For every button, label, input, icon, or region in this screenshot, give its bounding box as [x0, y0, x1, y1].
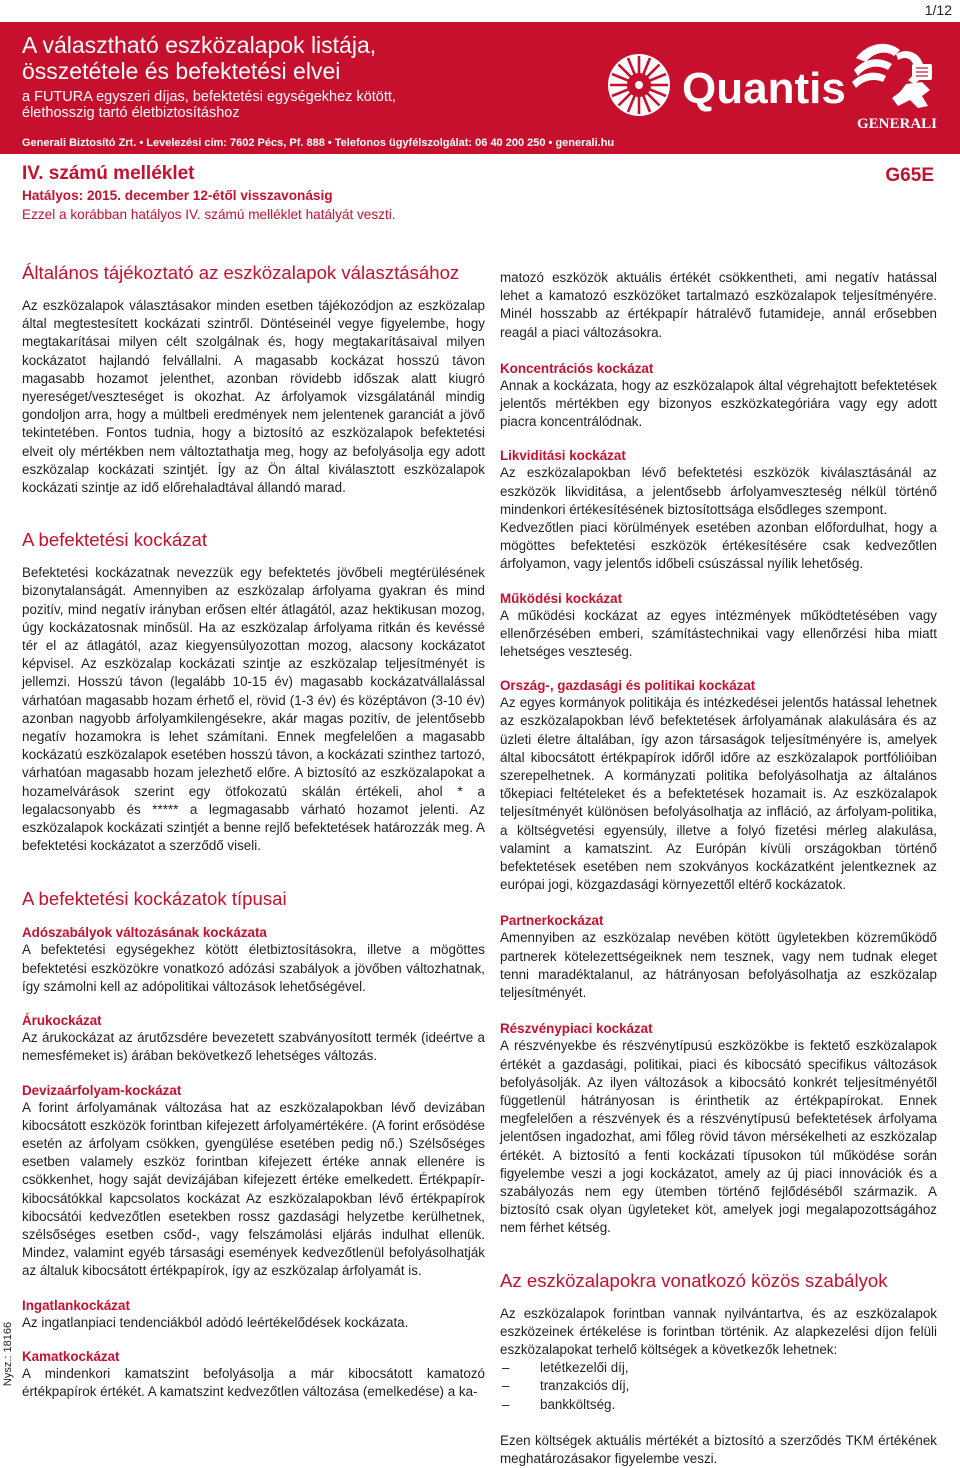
liquidity-risk-text-2: Kedvezőtlen piaci körülmények esetében azonban előfordulhat, hogy a mögöttes befektetési eszközök értékesítésére csak kedvezőtlen árfolyamon, vagy jelentős időbeli csúszással nyílik lehetőség.	[500, 520, 937, 572]
operational-risk-text: A működési kockázat az egyes intézmények működtetésében vagy ellenőrzésében emberi, számítástechnikai vagy ellenőrzési hiba miatt lehetséges veszteség.	[500, 607, 937, 660]
subtitle-concentration-risk: Koncentrációs kockázat	[500, 360, 654, 376]
commodity-risk-text: Az árukockázat az árutőzsdére bevezetett szabványosított termék (ideértve a nemesfémeket is) árában bekövetkező lehetséges változás.	[22, 1030, 485, 1064]
section-title-common-rules: Az eszközalapokra vonatkozó közös szabályok	[500, 1269, 888, 1291]
concentration-risk-text: Annak a kockázata, hogy az eszközalapok által végrehajtott befektetések jelentős mértékben egy bizonyos eszközkategóriára vagy egy adott piacra koncentrálódnak.	[500, 377, 937, 430]
liquidity-risk-text: Az eszközalapokban lévő befektetési eszközök kiválasztásánál az eszközök likviditása, a jelentősebb árfolyamveszteség nélkül történő mindenkori értékesítésének biztosítottsága elsődleges szempont.	[500, 465, 937, 517]
right-column	[500, 269, 937, 1468]
annex-supersedes: Ezzel a korábban hatályos IV. számú melléklet hatályát veszti.	[22, 207, 396, 222]
left-column	[22, 262, 485, 1401]
header-band	[0, 22, 960, 154]
subtitle-liquidity-risk: Likviditási kockázat	[500, 448, 626, 464]
section-title-general-info: Általános tájékoztató az eszközalapok választásához	[22, 262, 460, 283]
subtitle-equity-risk: Részvénypiaci kockázat	[500, 1021, 653, 1037]
list-item: – letétkezelői díj,	[500, 1359, 937, 1377]
subtitle-commodity-risk: Árukockázat	[22, 1013, 102, 1029]
subtitle-fx-risk: Devizaárfolyam-kockázat	[22, 1082, 182, 1098]
subtitle-real-estate-risk: Ingatlankockázat	[22, 1297, 130, 1313]
list-item: – bankköltség.	[500, 1396, 937, 1414]
generali-lion-logo	[848, 36, 946, 136]
subtitle-operational-risk: Működési kockázat	[500, 590, 623, 606]
interest-rate-risk-text: A mindenkori kamatszint befolyásolja a már kibocsátott kamatozó értékpapírok értékét. A kamatszint kedvezőtlen változása (emelkedése) a ka-	[22, 1365, 485, 1399]
section-title-risk-types: A befektetési kockázatok típusai	[22, 888, 287, 910]
costs-list	[500, 1359, 937, 1414]
registration-number: Nysz.: 18166	[2, 1321, 14, 1387]
contact-line: Generali Biztosító Zrt. • Levelezési cím: 7602 Pécs, Pf. 888 • Telefonos ügyfélszolgálat: 06 40 200 250 • generali.hu	[22, 137, 615, 149]
fx-risk-text: A forint árfolyamának változása hat az eszközalapokban lévő devizában kibocsátott eszközök forintban kifejezett árfolyamértékére. (A forint erősödése esetén az árfolyam csökken, gyengülése esetében pedig nő.) Szélsőséges esetben valamely eszköz forintban kifejezett értéke annak ellenére is csökkenhet, hogy saját devizájában kifejezett értéke emelkedett. Értékpapír-kibocsátókkal kapcsolatos kockázat Az eszközalapokban lévő értékpapírok kibocsátói kedvezőtlen esetekben rossz gazdasági helyzetbe kerülhetnek, szélsőséges esetben csőd-, vagy felszámolási eljárás indulhat ellenük. Mindez, valamint egyéb társasági események kedvezőtlenül befolyásolhatják az általuk kibocsátott értékpapírok, így az eszközalap árfolyamát is.	[22, 1099, 485, 1279]
subtitle-country-risk: Ország-, gazdasági és politikai kockázat	[500, 678, 756, 694]
section-title-investment-risk: A befektetési kockázat	[22, 529, 208, 551]
common-rules-text: Az eszközalapok forintban vannak nyilvántartva, és az eszközalapok eszközeinek értékelése is forintban történik. Az alapkezelési díjon felüli eszközalapokat terhelő költségek a következők lehetnek:	[500, 1305, 937, 1357]
document-subtitle: a FUTURA egyszeri díjas, befektetési egységekhez kötött, élethosszig tartó életbiztosításhoz	[22, 89, 396, 121]
list-item: – tranzakciós díj,	[500, 1377, 937, 1395]
quantis-logo	[598, 44, 846, 126]
svg-text:Quantis: Quantis	[682, 64, 846, 113]
annex-valid-from: Hatályos: 2015. december 12-étől visszavonásig	[22, 188, 333, 203]
svg-text:GENERALI: GENERALI	[856, 116, 938, 132]
equity-risk-text: A részvényekbe és részvénytípusú eszközökbe is fektető eszközalapok értékét a gazdasági, politikai, piaci és kibocsátó specifikus változások befolyásolják. Az ilyen változások a kibocsátó konkrét teljesítményétől függetlenül hátrányosan is érinthetik az értékpapírokat. Ennek megfelelően a részvények és a részvénytípusú befektetések árfolyama jelentősen ingadozhat, ami főleg rövid távon mérsékelheti az eszközalap értékét. A biztosító a fenti kockázati típusokon túl működése során figyelembe veszi a jogi kockázatot, amely az új piaci innovációk és a szabályozás nem egy ütemben történő fejlődéséből származik. A biztosító csak olyan ügyleteket köt, amelyek jogi megalapozottságához nem férhet kétség.	[500, 1038, 937, 1236]
interest-rate-risk-continued: matozó eszközök aktuális értékét csökkentheti, ami negatív hatással lehet a kamatozó eszközöket tartalmazó eszközalapok teljesítményére. Minél hosszabb az értékpapír hátralévő futamideje, annál erősebben reagál a piaci változásokra.	[500, 270, 937, 340]
country-risk-text: Az egyes kormányok politikája és intézkedései jelentős hatással lehetnek az eszközalapokban lévő befektetések árfolyamának alakulására és az üzleti életre általában, így azon társaságok teljesítményére is, amelyek által kibocsátott értékpapírok időről időre az eszközalapok portfólióiban szerepelhetnek. A kormányzati politika befolyásolhatja az általános tőkepiaci feltételeket és a befektetések hozamait is. Az eszközalapok teljesítményét különösen befolyásolhatja az infláció, az árfolyam-politika, a költségvetési egyensúly, illetve a folyó fizetési mérleg alakulása, valamint a kamatszint. Az Európán kívüli országokban történő befektetések esetében nem szokványos kockázatként jelentkeznek az európai jogi, közgazdasági környezettől eltérő kockázatok.	[500, 695, 937, 893]
counterparty-risk-text: Amennyiben az eszközalap nevében kötött ügyletekben közreműködő partnerek kötelezettségeiknek nem tesznek, vagy nem tudnak eleget tenni maradéktalanul, az hátrányosan befolyásolhatja az eszközalap teljesítményét.	[500, 930, 937, 1001]
document-title: A választható eszközalapok listája, összetétele és befektetési elvei	[22, 32, 377, 84]
tax-risk-text: A befektetési egységekhez kötött életbiztosításokra, illetve a mögöttes befektetési eszközökre vonatkozó adózási szabályok a jövőben változhatnak, így számolni kell az adópolitikai változások lehetőségével.	[22, 942, 485, 994]
subtitle-interest-rate-risk: Kamatkockázat	[22, 1348, 120, 1364]
annex-title: IV. számú melléklet	[22, 163, 195, 184]
real-estate-risk-text: Az ingatlanpiaci tendenciákból adódó leértékelődések kockázata.	[22, 1314, 409, 1330]
general-info-text: Az eszközalapok választásakor minden esetben tájékozódjon az eszközalap által megtestesített kockázati szintről. Döntéseinél vegye figyelembe, hogy megtakarításai milyen célt szolgálnak és, hogy megtakarításaival milyen kockázatot hajlandó felvállalni. A magasabb kockázat hosszú távon magasabb hozamot jelenthet, azonban rövidebb időszak alatt kiugró nyereséget/veszteséget is okozhat. Az árfolyamok vizsgálatánál mindig gondoljon arra, hogy a múltbeli eredmények nem jelentenek garanciát a jövő tekintetében. Fontos tudnia, hogy a biztosító az eszközalapok befektetési elveit oly mértékben nem változtathatja meg, hogy az befolyásolja egy adott eszközalap kockázati szintjét. Így az Ön által kiválasztott eszközalapok kockázati szintje az idő előrehaladtával állandó marad.	[22, 298, 485, 496]
page-number: 1/12	[924, 2, 952, 18]
subtitle-counterparty-risk: Partnerkockázat	[500, 913, 604, 929]
common-rules-text-2: Ezen költségek aktuális mértékét a biztosító a szerződés TKM értékének meghatározásakor figyelembe veszi.	[500, 1432, 937, 1466]
investment-risk-text: Befektetési kockázatnak nevezzük egy befektetés jövőbeli megtérülésének bizonytalanságát. Amennyiben az eszközalap árfolyama gyakran és mind pozitív, mind negatív irányban erősen eltér átlagától, azaz hektikusan mozog, úgy kockázatosnak minősül. Ha az eszközalap árfolyama ritkán és kevéssé tér el az átlagától, azaz kiegyensúlyozottan mozog, alacsony kockázatot képvisel. Az eszközalap kockázati szintje az eszközalap teljesítményét is jellemzi. Hosszú távon (legalább 10-15 év) magasabb kockázatvállalással várhatóan magasabb hozam érhető el, rövid (1-3 év) és középtávon (3-10 év) azonban nagyobb árfolyamkilengésekre, akár magas pozitív, de jelentősebb negatív hozamokra is lehet számítani. Ennek megfelelően a magasabb kockázatú eszközalapok esetében hosszú távon, a kockázati szinthez tartozó, várhatóan magasabb hozam jelezhető előre. A biztosító az eszközalapokat a hozamelvárások szerint egy ötfokozatú skálán értékeli, ahol * a legalacsonyabb és ***** a legmagasabb várható hozamot jelenti. Az eszközalapok kockázati szintjét a benne rejlő befektetések határozzák meg. A befektetési kockázatot a szerződő viseli.	[22, 565, 485, 854]
subtitle-tax-risk: Adószabályok változásának kockázata	[22, 925, 267, 941]
document-code: G65E	[885, 165, 934, 186]
